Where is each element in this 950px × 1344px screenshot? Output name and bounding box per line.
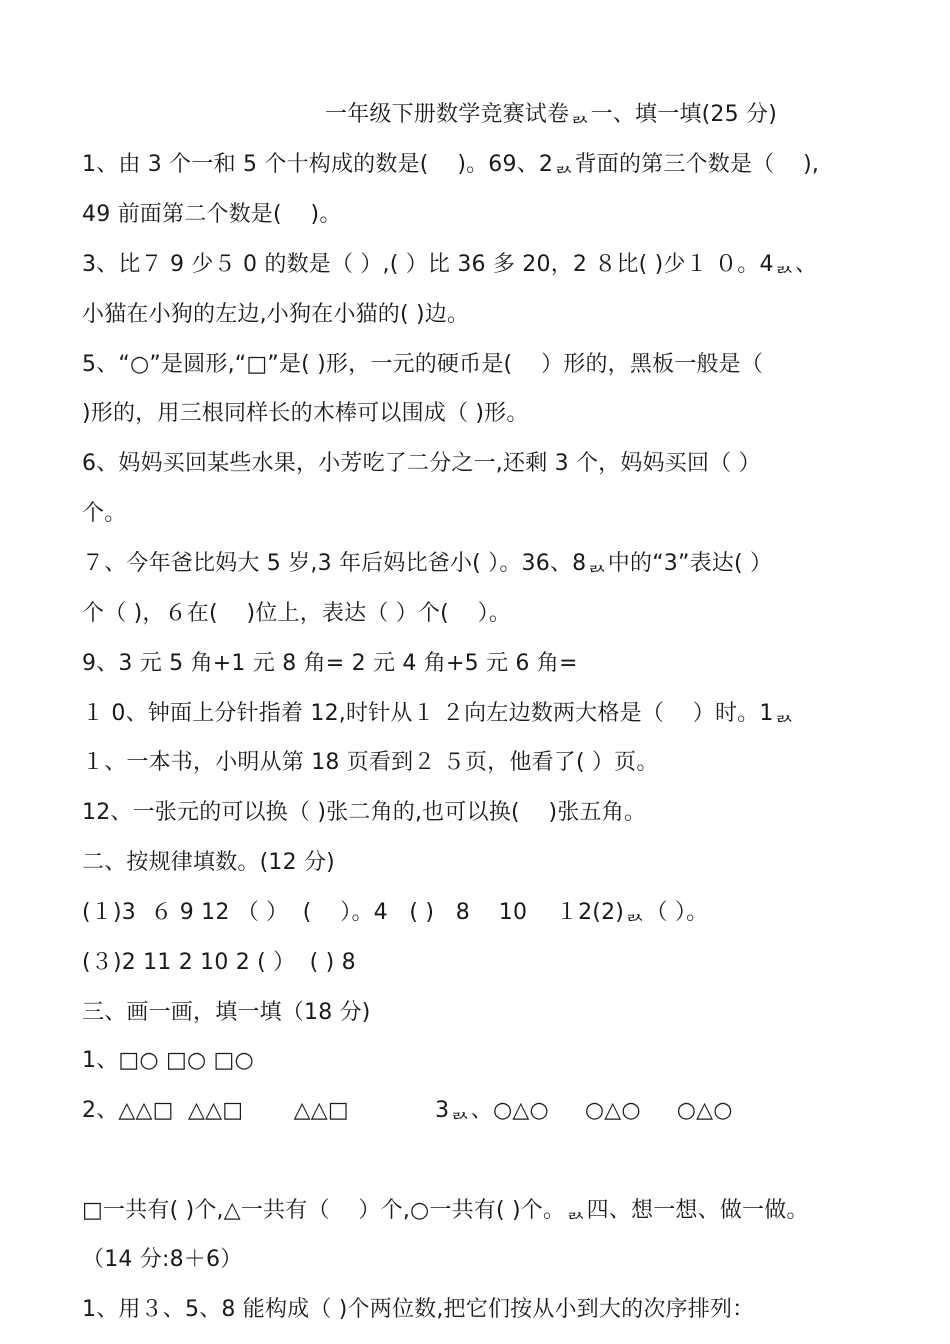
question-9-line: 9、3 元 5 角+1 元 8 角= 2 元 4 角+5 元 6 角=	[82, 651, 578, 676]
question-5-line: 5、“○”是圆形,“□”是( )形，一元的硬币是( ）形的，黑板一般是（	[82, 352, 764, 377]
question-7-line: ７、今年爸比妈大 5 岁,3 年后妈比爸小( ）。36、8ᆳ中的“3”表达( ）	[82, 551, 773, 576]
question-1-line-cont: 49 前面第二个数是( )。	[82, 202, 342, 227]
question-12-line: 12、一张元的可以换（ )张二角的,也可以换( )张五角。	[82, 800, 647, 825]
question-6-line: 6、妈妈买回某些水果，小芳吃了二分之一,还剩 3 个，妈妈买回（ ）	[82, 451, 761, 476]
question-10-line: １ 0、钟面上分针指着 12,时针从１ ２向左边数两大格是（ ）时。1ᆳ	[82, 701, 795, 726]
section-2-heading: 二、按规律填数。(12 分)	[82, 850, 335, 875]
pattern-line-1: (１)3 ６ 9 12 （ ） ( ）。4 ( ) 8 10 １2(2)ᆳ（ ）。	[82, 900, 709, 925]
pattern-line-3: (３)2 11 2 10 2 ( ） ( ) 8	[82, 950, 356, 975]
question-5-line-cont: )形的，用三根同样长的木棒可以围成（ )形。	[82, 401, 529, 426]
question-1-line: 1、由 3 个一和 5 个十构成的数是( )。69、2ᆳ背面的第三个数是（ ),	[82, 152, 820, 177]
shape-count-line: □一共有( )个,△一共有（ ）个,○一共有( )个。ᆳ四、想一想、做一做。	[82, 1198, 809, 1223]
question-6-line-cont: 个。	[82, 501, 127, 526]
shapes-line-2: 2、△△□ △△□ △△□ 3ᆳ、○△○ ○△○ ○△○	[82, 1098, 733, 1123]
question-11-line: １、一本书，小明从第 18 页看到２ ５页，他看了( ）页。	[82, 750, 659, 775]
exam-title: 一年级下册数学竞赛试卷ᆳ一、填一填(25 分)	[325, 102, 778, 127]
section-4-points: （14 分:8＋6）	[82, 1247, 243, 1272]
question-3-line: 3、比７ 9 少５ 0 的数是（ ）,( ）比 36 多 20，2 ８比( )少１ ０。4ᆳ、	[82, 252, 818, 277]
question-8-line: 个（ )，６在( )位上，表达（ ）个( ）。	[82, 601, 512, 626]
shapes-line-1: 1、□○ □○ □○	[82, 1048, 254, 1073]
section-3-heading: 三、画一画，填一填（18 分)	[82, 1000, 371, 1025]
question-4-line: 小猫在小狗的左边,小狗在小猫的( )边。	[82, 302, 470, 327]
section-4-question-1: 1、用３、5、8 能构成（ )个两位数,把它们按从小到大的次序排列：	[82, 1297, 755, 1322]
